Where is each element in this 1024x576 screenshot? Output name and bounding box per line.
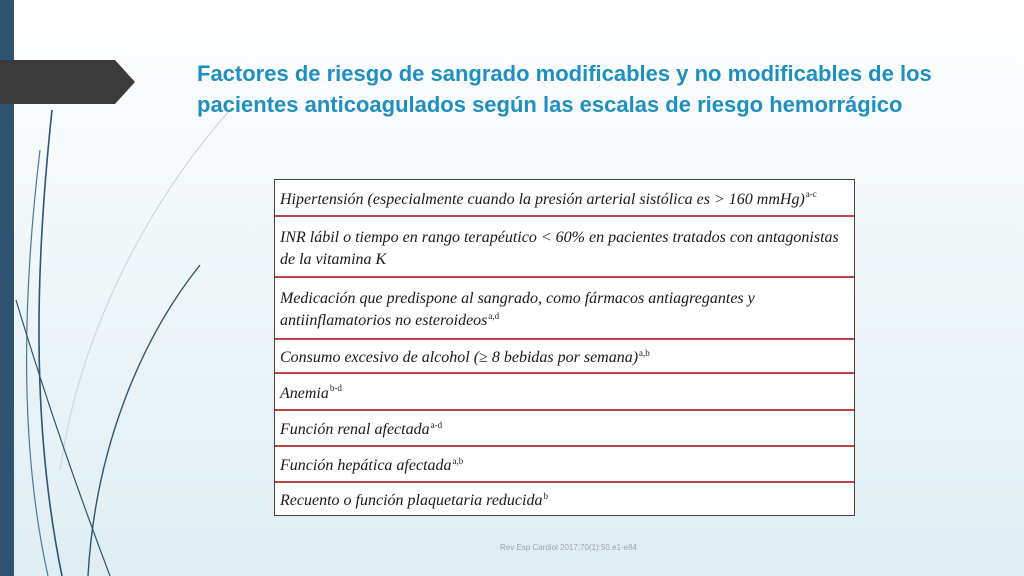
row-text: Función hepática afectada (280, 457, 452, 474)
table-row (275, 340, 854, 374)
source-citation: Rev Esp Cardiol 2017;70(1):50.e1-e84 (500, 543, 637, 552)
row-text: Medicación que predispone al sangrado, como fármacos antiagregantes y antiinflamatorios no esteroideos (280, 290, 755, 329)
risk-factor-table (274, 179, 855, 516)
table-row (275, 483, 854, 515)
row-text: Recuento o función plaquetaria reducida (280, 492, 543, 509)
table-row (275, 411, 854, 447)
table-row (275, 217, 854, 278)
row-superscript: a,b (639, 347, 650, 358)
table-row (275, 278, 854, 340)
row-text: Anemia (280, 384, 329, 402)
row-text: Hipertensión (especialmente cuando la presión arterial sistólica es > 160 mmHg) (280, 190, 805, 208)
arrow-tab-icon (0, 60, 135, 104)
table-row (275, 180, 854, 217)
row-text: INR lábil o tiempo en rango terapéutico < 60% en pacientes tratados con antagonistas de la vitamina K (280, 228, 839, 268)
table-row (275, 374, 854, 411)
page-title: Factores de riesgo de sangrado modificables y no modificables de los pacientes anticoagulados según las escalas de riesgo hemorrágico (197, 61, 932, 117)
row-superscript: a-c (805, 189, 817, 200)
table-row (275, 447, 854, 483)
row-text: Función renal afectada (280, 421, 430, 438)
row-superscript: a,b (452, 455, 464, 466)
row-superscript: a-d (430, 419, 443, 430)
row-text: Consumo excesivo de alcohol (≥ 8 bebidas por semana) (280, 349, 639, 366)
row-superscript: a,d (488, 310, 500, 321)
row-superscript: b (543, 490, 548, 501)
row-superscript: b-d (329, 383, 342, 394)
